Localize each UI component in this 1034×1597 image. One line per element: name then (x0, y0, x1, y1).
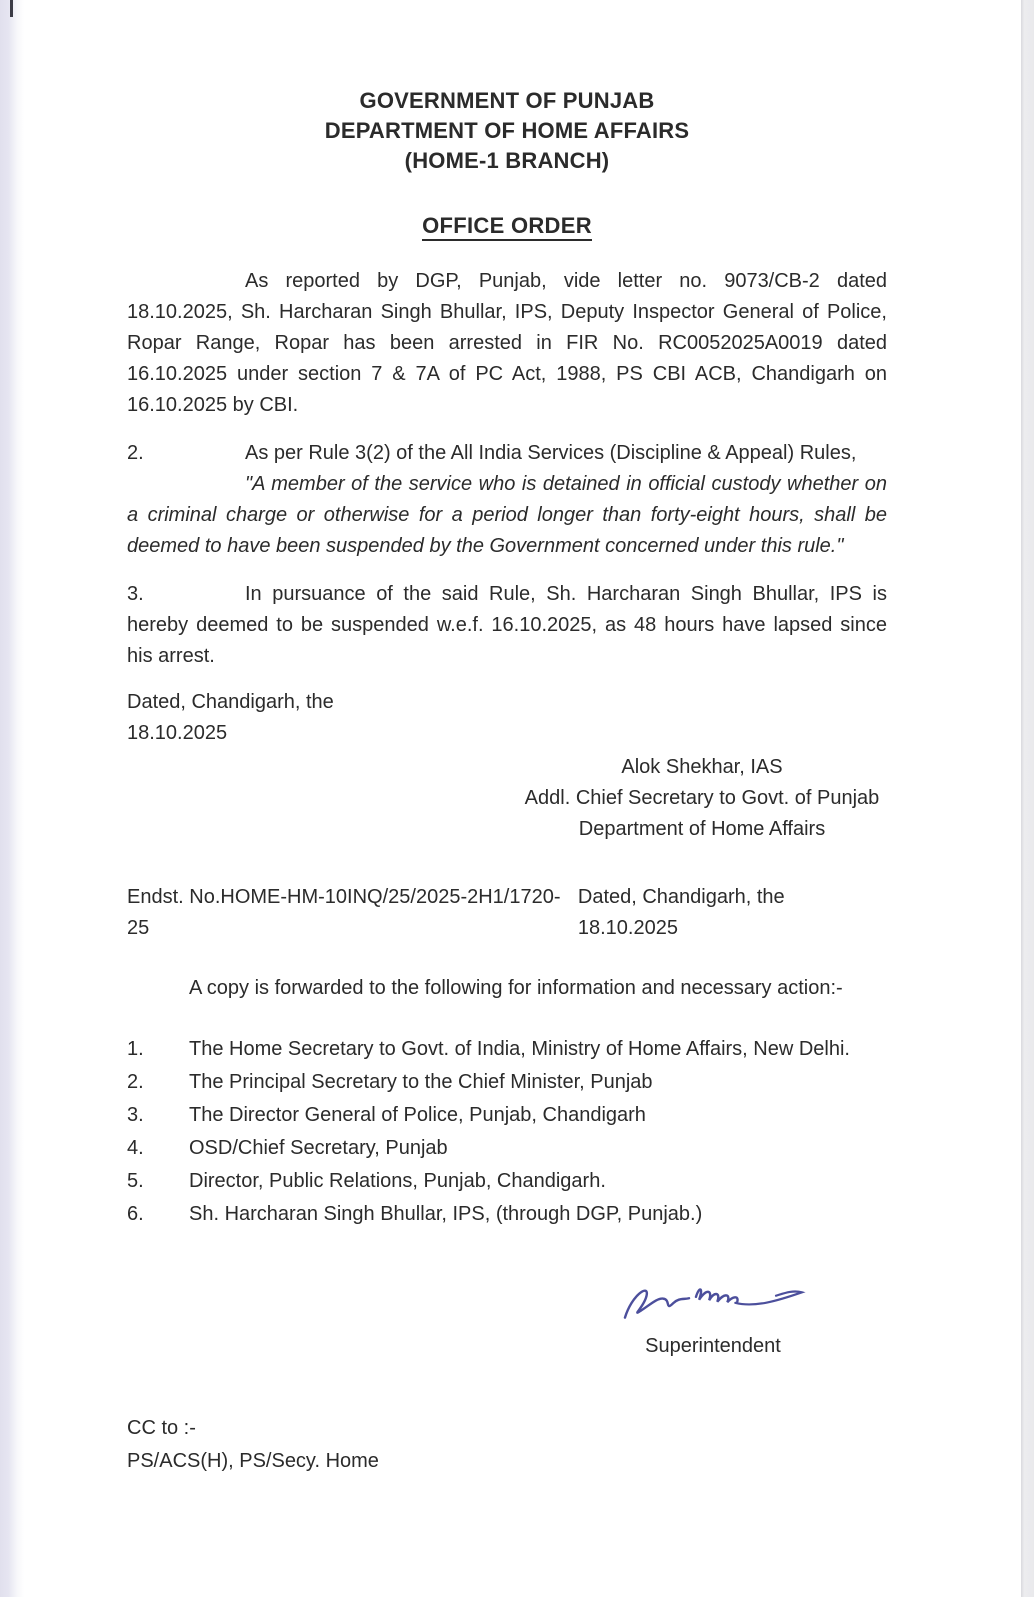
paragraph-3-text: In pursuance of the said Rule, Sh. Harcharan Singh Bhullar, IPS is hereby deemed to be suspended w.e.f. 16.10.2025, as 48 hours have lapsed since his arrest. (127, 583, 887, 667)
order-title-wrap (127, 210, 887, 243)
dated-block (127, 687, 887, 749)
recipient-number: 1. (127, 1038, 144, 1060)
dated-date-line: 18.10.2025 (127, 722, 228, 744)
dated-place-line: Dated, Chandigarh, the (127, 691, 334, 713)
recipient-item (127, 1198, 887, 1231)
recipient-item (127, 1099, 887, 1132)
recipient-number: 6. (127, 1203, 144, 1225)
endorsement-row (127, 882, 887, 944)
letterhead-line-2: DEPARTMENT OF HOME AFFAIRS (324, 118, 690, 143)
recipient-number: 4. (127, 1137, 144, 1159)
recipient-item (127, 1066, 887, 1099)
endorsement-date: Dated, Chandigarh, the 18.10.2025 (577, 886, 785, 939)
paragraph-2-lead: As per Rule 3(2) of the All India Services (Discipline & Appeal) Rules, (245, 442, 857, 464)
superintendent-signature-block (563, 1271, 863, 1362)
paragraph-2-number: 2. (127, 442, 144, 464)
recipient-number: 5. (127, 1170, 144, 1192)
endorsement-ref: Endst. No.HOME-HM-10INQ/25/2025-2H1/1720-25 (127, 886, 561, 939)
paragraph-1: As reported by DGP, Punjab, vide letter no. 9073/CB-2 dated 18.10.2025, Sh. Harcharan Singh Bhullar, IPS, Deputy Inspector General of Police, Ropar Range, Ropar has been arrested in FIR No. RC0052025A0019 dated 16.10.2025 under section 7 & 7A of PC Act, 1988, PS CBI ACB, Chandigarh on 16.10.2025 by CBI. (127, 270, 887, 416)
paragraph-3-number: 3. (127, 583, 144, 605)
signatory-designation-2: Department of Home Affairs (578, 818, 826, 840)
superintendent-title: Superintendent (645, 1335, 781, 1357)
letterhead-line-1: GOVERNMENT OF PUNJAB (359, 88, 655, 113)
recipient-text: Sh. Harcharan Singh Bhullar, IPS, (through DGP, Punjab.) (189, 1203, 703, 1225)
cc-block (127, 1412, 887, 1478)
rule-quote: "A member of the service who is detained in official custody whether on a criminal charge or otherwise for a period longer than forty-eight hours, shall be deemed to have been suspended by the Government concerned under this rule." (127, 473, 887, 557)
recipient-text: The Director General of Police, Punjab, Chandigarh (189, 1104, 646, 1126)
paragraph-3 (127, 579, 887, 672)
letterhead (127, 86, 887, 176)
order-title: OFFICE ORDER (422, 213, 592, 241)
letterhead-line-3: (HOME-1 BRANCH) (404, 148, 610, 173)
recipient-item (127, 1132, 887, 1165)
paragraph-2 (127, 438, 887, 562)
recipient-item (127, 1033, 887, 1066)
recipient-text: Director, Public Relations, Punjab, Chandigarh. (189, 1170, 606, 1192)
cc-recipients: PS/ACS(H), PS/Secy. Home (127, 1450, 379, 1472)
signatory-name: Alok Shekhar, IAS (621, 756, 783, 778)
cc-label: CC to :- (127, 1417, 196, 1439)
handwritten-signature-icon (617, 1266, 809, 1328)
signatory-designation-1: Addl. Chief Secretary to Govt. of Punjab (524, 787, 880, 809)
recipient-number: 2. (127, 1071, 144, 1093)
recipient-text: The Home Secretary to Govt. of India, Ministry of Home Affairs, New Delhi. (189, 1038, 850, 1060)
recipient-text: The Principal Secretary to the Chief Minister, Punjab (189, 1071, 653, 1093)
forward-line: A copy is forwarded to the following for information and necessary action:- (189, 977, 843, 999)
recipient-item (127, 1165, 887, 1198)
recipient-list (127, 1033, 887, 1231)
recipient-number: 3. (127, 1104, 144, 1126)
signatory-block (509, 752, 895, 845)
recipient-text: OSD/Chief Secretary, Punjab (189, 1137, 448, 1159)
